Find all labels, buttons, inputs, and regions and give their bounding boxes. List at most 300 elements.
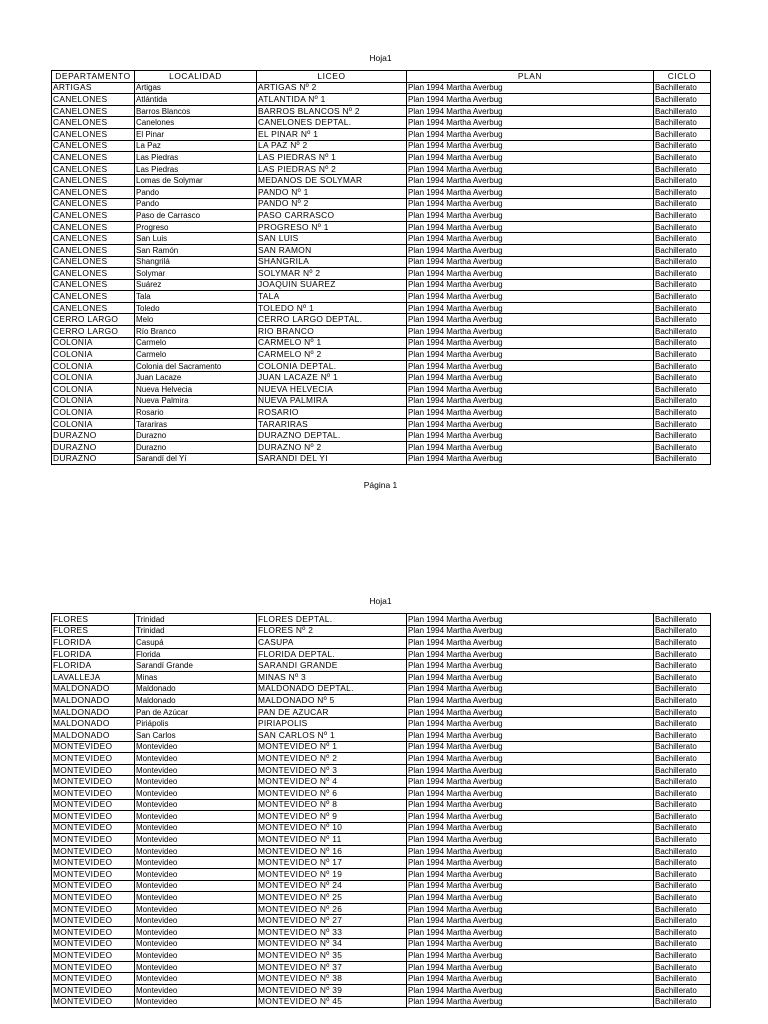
cell-localidad: Montevideo <box>135 927 257 939</box>
cell-ciclo: Bachillerato <box>654 244 711 256</box>
table-row <box>52 128 711 140</box>
cell-localidad: Las Piedras <box>135 152 257 164</box>
table-row <box>52 395 711 407</box>
cell-liceo: BARROS BLANCOS Nº 2 <box>257 105 407 117</box>
table-row <box>52 753 711 765</box>
cell-localidad: Canelones <box>135 117 257 129</box>
cell-localidad: Maldonado <box>135 683 257 695</box>
cell-plan: Plan 1994 Martha Averbug <box>407 938 654 950</box>
cell-localidad: Montevideo <box>135 915 257 927</box>
cell-plan: Plan 1994 Martha Averbug <box>407 671 654 683</box>
cell-localidad: Río Branco <box>135 326 257 338</box>
cell-ciclo: Bachillerato <box>654 857 711 869</box>
table-row <box>52 453 711 465</box>
cell-departamento: CANELONES <box>52 256 135 268</box>
cell-localidad: Suárez <box>135 279 257 291</box>
cell-departamento: DURAZNO <box>52 453 135 465</box>
cell-localidad: Minas <box>135 671 257 683</box>
cell-liceo: CANELONES DEPTAL. <box>257 117 407 129</box>
cell-plan: Plan 1994 Martha Averbug <box>407 706 654 718</box>
table-row <box>52 869 711 881</box>
table-row <box>52 637 711 649</box>
cell-departamento: CANELONES <box>52 175 135 187</box>
cell-localidad: Montevideo <box>135 799 257 811</box>
cell-ciclo: Bachillerato <box>654 938 711 950</box>
table-row <box>52 198 711 210</box>
cell-departamento: MONTEVIDEO <box>52 938 135 950</box>
cell-liceo: ATLANTIDA Nº 1 <box>257 94 407 106</box>
cell-ciclo: Bachillerato <box>654 117 711 129</box>
cell-ciclo: Bachillerato <box>654 453 711 465</box>
header-localidad: LOCALIDAD <box>135 71 257 83</box>
cell-localidad: La Paz <box>135 140 257 152</box>
cell-ciclo: Bachillerato <box>654 648 711 660</box>
cell-liceo: FLORIDA DEPTAL. <box>257 648 407 660</box>
cell-departamento: MONTEVIDEO <box>52 776 135 788</box>
table-row <box>52 671 711 683</box>
table-row <box>52 407 711 419</box>
cell-localidad: Artigas <box>135 82 257 94</box>
cell-ciclo: Bachillerato <box>654 210 711 222</box>
cell-localidad: Montevideo <box>135 880 257 892</box>
cell-plan: Plan 1994 Martha Averbug <box>407 729 654 741</box>
table-row <box>52 695 711 707</box>
cell-plan: Plan 1994 Martha Averbug <box>407 741 654 753</box>
table-row <box>52 210 711 222</box>
cell-ciclo: Bachillerato <box>654 337 711 349</box>
page-footer: Página 1 <box>363 480 398 490</box>
cell-plan: Plan 1994 Martha Averbug <box>407 776 654 788</box>
cell-localidad: Durazno <box>135 430 257 442</box>
cell-plan: Plan 1994 Martha Averbug <box>407 961 654 973</box>
cell-ciclo: Bachillerato <box>654 349 711 361</box>
cell-departamento: FLORIDA <box>52 660 135 672</box>
cell-liceo: MONTEVIDEO Nº 4 <box>257 776 407 788</box>
cell-ciclo: Bachillerato <box>654 915 711 927</box>
cell-liceo: MONTEVIDEO Nº 10 <box>257 822 407 834</box>
cell-plan: Plan 1994 Martha Averbug <box>407 430 654 442</box>
cell-plan: Plan 1994 Martha Averbug <box>407 753 654 765</box>
cell-ciclo: Bachillerato <box>654 221 711 233</box>
cell-localidad: Montevideo <box>135 741 257 753</box>
table-row <box>52 326 711 338</box>
cell-ciclo: Bachillerato <box>654 291 711 303</box>
cell-liceo: SAN RAMON <box>257 244 407 256</box>
cell-departamento: MONTEVIDEO <box>52 741 135 753</box>
cell-ciclo: Bachillerato <box>654 268 711 280</box>
cell-departamento: MALDONADO <box>52 729 135 741</box>
cell-localidad: Montevideo <box>135 985 257 997</box>
cell-ciclo: Bachillerato <box>654 152 711 164</box>
cell-ciclo: Bachillerato <box>654 302 711 314</box>
cell-liceo: LAS PIEDRAS Nº 2 <box>257 163 407 175</box>
cell-localidad: Pando <box>135 198 257 210</box>
cell-localidad: Carmelo <box>135 337 257 349</box>
table-row <box>52 360 711 372</box>
cell-localidad: Solymar <box>135 268 257 280</box>
cell-plan: Plan 1994 Martha Averbug <box>407 128 654 140</box>
cell-departamento: CANELONES <box>52 233 135 245</box>
cell-ciclo: Bachillerato <box>654 996 711 1008</box>
cell-liceo: MONTEVIDEO Nº 11 <box>257 834 407 846</box>
cell-departamento: MONTEVIDEO <box>52 961 135 973</box>
cell-liceo: MALDONADO Nº 5 <box>257 695 407 707</box>
cell-ciclo: Bachillerato <box>654 82 711 94</box>
cell-departamento: MONTEVIDEO <box>52 845 135 857</box>
cell-ciclo: Bachillerato <box>654 140 711 152</box>
cell-ciclo: Bachillerato <box>654 637 711 649</box>
table-row <box>52 985 711 997</box>
table-row <box>52 660 711 672</box>
cell-ciclo: Bachillerato <box>654 729 711 741</box>
data-table <box>51 613 711 1008</box>
cell-liceo: MONTEVIDEO Nº 17 <box>257 857 407 869</box>
cell-localidad: Montevideo <box>135 938 257 950</box>
cell-ciclo: Bachillerato <box>654 660 711 672</box>
cell-plan: Plan 1994 Martha Averbug <box>407 163 654 175</box>
cell-ciclo: Bachillerato <box>654 869 711 881</box>
table-row <box>52 372 711 384</box>
cell-plan: Plan 1994 Martha Averbug <box>407 210 654 222</box>
cell-ciclo: Bachillerato <box>654 360 711 372</box>
cell-plan: Plan 1994 Martha Averbug <box>407 279 654 291</box>
cell-localidad: Shangrilá <box>135 256 257 268</box>
cell-ciclo: Bachillerato <box>654 395 711 407</box>
cell-departamento: MONTEVIDEO <box>52 903 135 915</box>
cell-departamento: MONTEVIDEO <box>52 892 135 904</box>
cell-departamento: COLONIA <box>52 372 135 384</box>
table-row <box>52 256 711 268</box>
table-row <box>52 764 711 776</box>
table-row <box>52 614 711 626</box>
cell-plan: Plan 1994 Martha Averbug <box>407 94 654 106</box>
table-row <box>52 892 711 904</box>
cell-ciclo: Bachillerato <box>654 706 711 718</box>
cell-departamento: MALDONADO <box>52 706 135 718</box>
cell-plan: Plan 1994 Martha Averbug <box>407 869 654 881</box>
cell-liceo: MONTEVIDEO Nº 25 <box>257 892 407 904</box>
cell-localidad: Carmelo <box>135 349 257 361</box>
cell-ciclo: Bachillerato <box>654 614 711 626</box>
cell-localidad: Barros Blancos <box>135 105 257 117</box>
cell-localidad: Sarandí Grande <box>135 660 257 672</box>
cell-plan: Plan 1994 Martha Averbug <box>407 117 654 129</box>
cell-localidad: Montevideo <box>135 753 257 765</box>
cell-departamento: FLORIDA <box>52 648 135 660</box>
cell-departamento: CANELONES <box>52 152 135 164</box>
cell-plan: Plan 1994 Martha Averbug <box>407 915 654 927</box>
cell-plan: Plan 1994 Martha Averbug <box>407 787 654 799</box>
table-body <box>52 614 711 1008</box>
table-row <box>52 706 711 718</box>
cell-departamento: CANELONES <box>52 198 135 210</box>
cell-plan: Plan 1994 Martha Averbug <box>407 140 654 152</box>
cell-ciclo: Bachillerato <box>654 950 711 962</box>
cell-plan: Plan 1994 Martha Averbug <box>407 244 654 256</box>
cell-localidad: Lomas de Solymar <box>135 175 257 187</box>
cell-departamento: MONTEVIDEO <box>52 764 135 776</box>
cell-localidad: Melo <box>135 314 257 326</box>
cell-ciclo: Bachillerato <box>654 175 711 187</box>
cell-departamento: MONTEVIDEO <box>52 822 135 834</box>
cell-departamento: MONTEVIDEO <box>52 950 135 962</box>
cell-plan: Plan 1994 Martha Averbug <box>407 764 654 776</box>
cell-departamento: COLONIA <box>52 360 135 372</box>
cell-ciclo: Bachillerato <box>654 834 711 846</box>
cell-localidad: Pan de Azúcar <box>135 706 257 718</box>
cell-departamento: CANELONES <box>52 279 135 291</box>
cell-ciclo: Bachillerato <box>654 326 711 338</box>
cell-departamento: MONTEVIDEO <box>52 811 135 823</box>
cell-liceo: PAN DE AZUCAR <box>257 706 407 718</box>
cell-departamento: CERRO LARGO <box>52 314 135 326</box>
header-ciclo: CICLO <box>654 71 711 83</box>
cell-ciclo: Bachillerato <box>654 198 711 210</box>
cell-localidad: Tala <box>135 291 257 303</box>
cell-localidad: Trinidad <box>135 625 257 637</box>
cell-plan: Plan 1994 Martha Averbug <box>407 453 654 465</box>
cell-localidad: Maldonado <box>135 695 257 707</box>
table-row <box>52 718 711 730</box>
table-row <box>52 418 711 430</box>
cell-plan: Plan 1994 Martha Averbug <box>407 105 654 117</box>
cell-localidad: San Luis <box>135 233 257 245</box>
cell-plan: Plan 1994 Martha Averbug <box>407 880 654 892</box>
cell-liceo: LAS PIEDRAS Nº 1 <box>257 152 407 164</box>
cell-ciclo: Bachillerato <box>654 973 711 985</box>
cell-plan: Plan 1994 Martha Averbug <box>407 614 654 626</box>
cell-departamento: COLONIA <box>52 395 135 407</box>
cell-plan: Plan 1994 Martha Averbug <box>407 221 654 233</box>
cell-localidad: San Ramón <box>135 244 257 256</box>
cell-plan: Plan 1994 Martha Averbug <box>407 442 654 454</box>
cell-departamento: ARTIGAS <box>52 82 135 94</box>
cell-departamento: CANELONES <box>52 105 135 117</box>
cell-ciclo: Bachillerato <box>654 418 711 430</box>
cell-plan: Plan 1994 Martha Averbug <box>407 372 654 384</box>
cell-liceo: CERRO LARGO DEPTAL. <box>257 314 407 326</box>
cell-ciclo: Bachillerato <box>654 695 711 707</box>
cell-departamento: MALDONADO <box>52 695 135 707</box>
cell-liceo: MALDONADO DEPTAL. <box>257 683 407 695</box>
table-row <box>52 683 711 695</box>
cell-localidad: Nueva Helvecia <box>135 384 257 396</box>
cell-departamento: COLONIA <box>52 384 135 396</box>
cell-liceo: MONTEVIDEO Nº 35 <box>257 950 407 962</box>
cell-departamento: CANELONES <box>52 244 135 256</box>
cell-localidad: San Carlos <box>135 729 257 741</box>
cell-ciclo: Bachillerato <box>654 892 711 904</box>
cell-liceo: MONTEVIDEO Nº 45 <box>257 996 407 1008</box>
cell-localidad: Montevideo <box>135 811 257 823</box>
cell-plan: Plan 1994 Martha Averbug <box>407 186 654 198</box>
cell-localidad: Florida <box>135 648 257 660</box>
cell-localidad: Montevideo <box>135 776 257 788</box>
table-row <box>52 337 711 349</box>
table-row <box>52 776 711 788</box>
cell-liceo: SARANDI DEL YI <box>257 453 407 465</box>
cell-liceo: MINAS Nº 3 <box>257 671 407 683</box>
cell-plan: Plan 1994 Martha Averbug <box>407 996 654 1008</box>
cell-ciclo: Bachillerato <box>654 625 711 637</box>
table-row <box>52 741 711 753</box>
cell-plan: Plan 1994 Martha Averbug <box>407 660 654 672</box>
cell-plan: Plan 1994 Martha Averbug <box>407 822 654 834</box>
cell-plan: Plan 1994 Martha Averbug <box>407 985 654 997</box>
cell-liceo: PASO CARRASCO <box>257 210 407 222</box>
table-row <box>52 268 711 280</box>
table-row <box>52 186 711 198</box>
cell-liceo: MONTEVIDEO Nº 24 <box>257 880 407 892</box>
cell-plan: Plan 1994 Martha Averbug <box>407 326 654 338</box>
cell-departamento: FLORIDA <box>52 637 135 649</box>
cell-liceo: SHANGRILA <box>257 256 407 268</box>
cell-plan: Plan 1994 Martha Averbug <box>407 683 654 695</box>
cell-liceo: LA PAZ Nº 2 <box>257 140 407 152</box>
cell-ciclo: Bachillerato <box>654 787 711 799</box>
table-row <box>52 903 711 915</box>
cell-localidad: Montevideo <box>135 892 257 904</box>
header-liceo: LICEO <box>257 71 407 83</box>
cell-ciclo: Bachillerato <box>654 671 711 683</box>
table-row <box>52 996 711 1008</box>
cell-ciclo: Bachillerato <box>654 776 711 788</box>
cell-localidad: Montevideo <box>135 857 257 869</box>
cell-plan: Plan 1994 Martha Averbug <box>407 927 654 939</box>
cell-plan: Plan 1994 Martha Averbug <box>407 811 654 823</box>
table-row <box>52 973 711 985</box>
cell-departamento: MONTEVIDEO <box>52 996 135 1008</box>
cell-ciclo: Bachillerato <box>654 718 711 730</box>
cell-liceo: COLONIA DEPTAL. <box>257 360 407 372</box>
table-row <box>52 140 711 152</box>
cell-liceo: TALA <box>257 291 407 303</box>
cell-departamento: CANELONES <box>52 117 135 129</box>
table-row <box>52 442 711 454</box>
cell-liceo: NUEVA PALMIRA <box>257 395 407 407</box>
table-row <box>52 938 711 950</box>
cell-plan: Plan 1994 Martha Averbug <box>407 648 654 660</box>
cell-plan: Plan 1994 Martha Averbug <box>407 337 654 349</box>
cell-departamento: MONTEVIDEO <box>52 915 135 927</box>
cell-departamento: MONTEVIDEO <box>52 880 135 892</box>
cell-departamento: CANELONES <box>52 163 135 175</box>
cell-plan: Plan 1994 Martha Averbug <box>407 973 654 985</box>
cell-departamento: MALDONADO <box>52 683 135 695</box>
cell-localidad: Casupá <box>135 637 257 649</box>
table-row <box>52 244 711 256</box>
table-row <box>52 349 711 361</box>
table-row <box>52 384 711 396</box>
cell-departamento: COLONIA <box>52 349 135 361</box>
cell-ciclo: Bachillerato <box>654 985 711 997</box>
cell-liceo: MONTEVIDEO Nº 16 <box>257 845 407 857</box>
cell-plan: Plan 1994 Martha Averbug <box>407 834 654 846</box>
table-row <box>52 221 711 233</box>
cell-departamento: MONTEVIDEO <box>52 985 135 997</box>
table-row <box>52 961 711 973</box>
cell-plan: Plan 1994 Martha Averbug <box>407 233 654 245</box>
cell-departamento: MONTEVIDEO <box>52 927 135 939</box>
cell-ciclo: Bachillerato <box>654 233 711 245</box>
table-row <box>52 787 711 799</box>
cell-localidad: Montevideo <box>135 834 257 846</box>
table-row <box>52 175 711 187</box>
cell-localidad: Toledo <box>135 302 257 314</box>
cell-localidad: Sarandí del Yí <box>135 453 257 465</box>
cell-departamento: MONTEVIDEO <box>52 834 135 846</box>
cell-liceo: SAN CARLOS Nº 1 <box>257 729 407 741</box>
cell-departamento: DURAZNO <box>52 442 135 454</box>
cell-liceo: PANDO Nº 2 <box>257 198 407 210</box>
cell-plan: Plan 1994 Martha Averbug <box>407 198 654 210</box>
cell-departamento: DURAZNO <box>52 430 135 442</box>
table-row <box>52 799 711 811</box>
cell-plan: Plan 1994 Martha Averbug <box>407 349 654 361</box>
cell-plan: Plan 1994 Martha Averbug <box>407 302 654 314</box>
cell-localidad: Montevideo <box>135 961 257 973</box>
cell-plan: Plan 1994 Martha Averbug <box>407 256 654 268</box>
cell-ciclo: Bachillerato <box>654 753 711 765</box>
cell-liceo: MONTEVIDEO Nº 38 <box>257 973 407 985</box>
cell-plan: Plan 1994 Martha Averbug <box>407 950 654 962</box>
cell-departamento: MONTEVIDEO <box>52 787 135 799</box>
cell-plan: Plan 1994 Martha Averbug <box>407 268 654 280</box>
cell-localidad: Montevideo <box>135 787 257 799</box>
cell-liceo: MONTEVIDEO Nº 1 <box>257 741 407 753</box>
cell-localidad: Progreso <box>135 221 257 233</box>
cell-departamento: FLORES <box>52 625 135 637</box>
cell-liceo: DURAZNO DEPTAL. <box>257 430 407 442</box>
table-row <box>52 279 711 291</box>
cell-liceo: MONTEVIDEO Nº 37 <box>257 961 407 973</box>
table-row <box>52 845 711 857</box>
cell-ciclo: Bachillerato <box>654 384 711 396</box>
cell-liceo: PROGRESO Nº 1 <box>257 221 407 233</box>
cell-liceo: MONTEVIDEO Nº 33 <box>257 927 407 939</box>
cell-localidad: Montevideo <box>135 903 257 915</box>
cell-liceo: MONTEVIDEO Nº 26 <box>257 903 407 915</box>
table-row <box>52 233 711 245</box>
cell-plan: Plan 1994 Martha Averbug <box>407 718 654 730</box>
cell-localidad: Montevideo <box>135 973 257 985</box>
cell-ciclo: Bachillerato <box>654 845 711 857</box>
cell-departamento: COLONIA <box>52 337 135 349</box>
table-row <box>52 163 711 175</box>
cell-localidad: Trinidad <box>135 614 257 626</box>
cell-liceo: CARMELO Nº 2 <box>257 349 407 361</box>
data-table <box>51 70 711 465</box>
cell-departamento: CANELONES <box>52 94 135 106</box>
table-row <box>52 927 711 939</box>
cell-departamento: COLONIA <box>52 407 135 419</box>
cell-ciclo: Bachillerato <box>654 683 711 695</box>
cell-ciclo: Bachillerato <box>654 163 711 175</box>
cell-plan: Plan 1994 Martha Averbug <box>407 418 654 430</box>
cell-ciclo: Bachillerato <box>654 314 711 326</box>
table-row <box>52 314 711 326</box>
cell-localidad: Colonia del Sacramento <box>135 360 257 372</box>
cell-liceo: MONTEVIDEO Nº 19 <box>257 869 407 881</box>
cell-localidad: Pando <box>135 186 257 198</box>
cell-plan: Plan 1994 Martha Averbug <box>407 360 654 372</box>
cell-departamento: CANELONES <box>52 128 135 140</box>
cell-liceo: MONTEVIDEO Nº 6 <box>257 787 407 799</box>
cell-departamento: CANELONES <box>52 140 135 152</box>
cell-liceo: PANDO Nº 1 <box>257 186 407 198</box>
cell-ciclo: Bachillerato <box>654 256 711 268</box>
cell-liceo: ROSARIO <box>257 407 407 419</box>
